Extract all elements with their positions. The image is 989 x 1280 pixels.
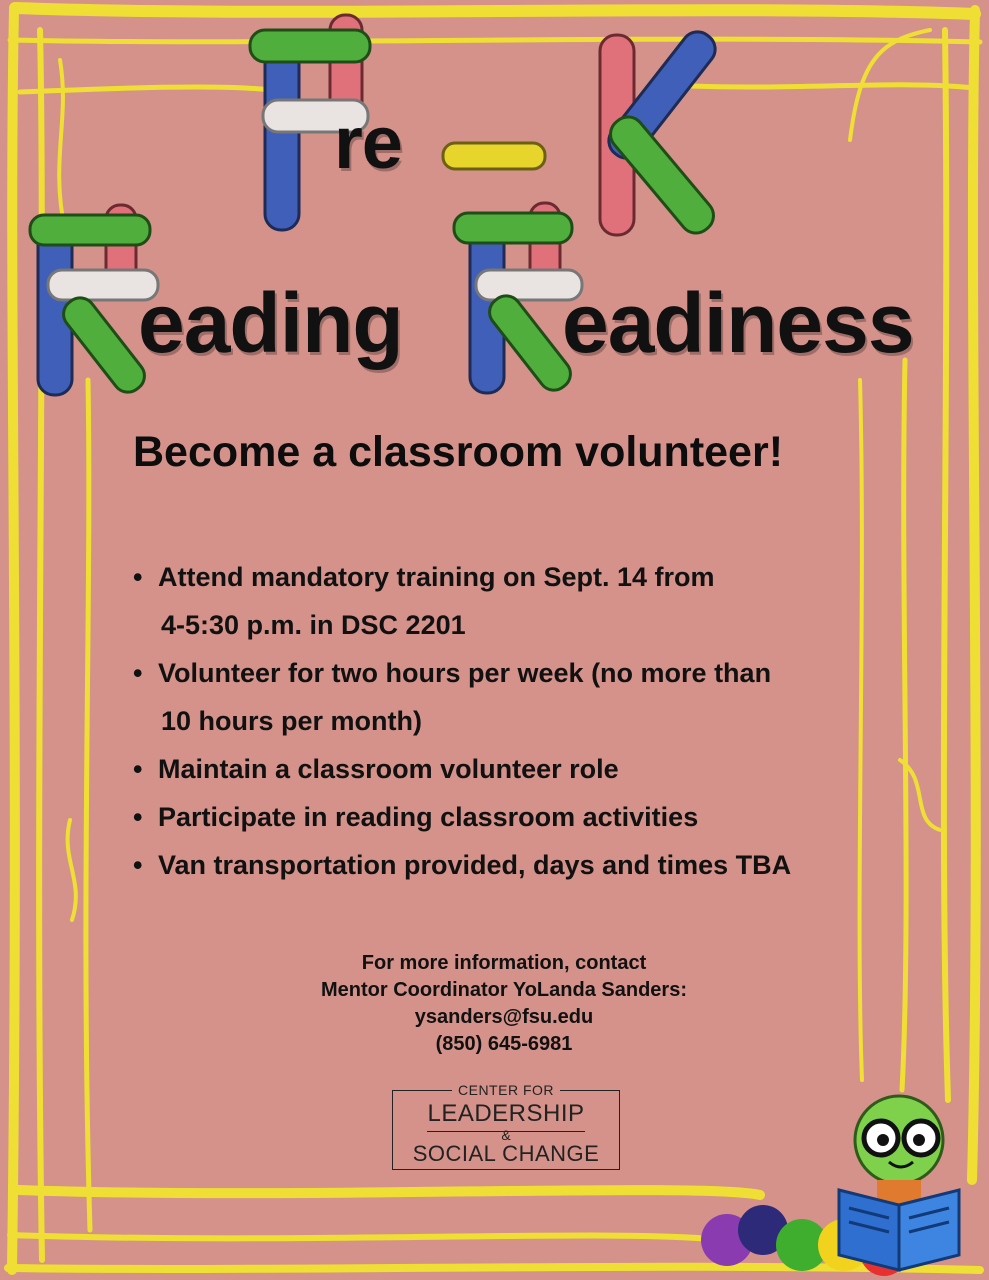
list-item-line1: Van transportation provided, days and times TBA bbox=[158, 850, 792, 880]
title-pre-rest: re bbox=[334, 101, 402, 184]
center-logo bbox=[392, 1082, 620, 1170]
list-item-line1: Maintain a classroom volunteer role bbox=[158, 754, 619, 784]
list-item-line2: 10 hours per month) bbox=[161, 706, 423, 736]
title-reading-rest: eading bbox=[138, 276, 403, 370]
stick-letter-k-icon bbox=[590, 25, 730, 240]
contact-phone: (850) 645-6981 bbox=[435, 1033, 573, 1055]
logo-line2: LEADERSHIP bbox=[427, 1100, 585, 1127]
bullet-icon: • bbox=[133, 850, 143, 880]
list-item bbox=[133, 841, 853, 889]
requirements-list bbox=[133, 553, 853, 889]
list-item bbox=[133, 649, 853, 745]
bullet-icon: • bbox=[133, 562, 143, 592]
headline: Become a classroom volunteer! bbox=[133, 428, 784, 476]
bullet-icon: • bbox=[133, 658, 143, 688]
bookworm-icon bbox=[699, 1080, 989, 1280]
title-readiness-rest: eadiness bbox=[562, 276, 914, 370]
list-item bbox=[133, 745, 853, 793]
contact-email: ysanders@fsu.edu bbox=[414, 1006, 594, 1028]
logo-line1: CENTER FOR bbox=[452, 1082, 560, 1098]
list-item-line1: Participate in reading classroom activities bbox=[158, 802, 699, 832]
list-item-line1: Volunteer for two hours per week (no more than bbox=[158, 658, 772, 688]
contact-intro: For more information, contact bbox=[361, 952, 647, 974]
list-item bbox=[133, 793, 853, 841]
stick-dash-icon bbox=[440, 140, 550, 174]
contact-name: Mentor Coordinator YoLanda Sanders: bbox=[321, 979, 687, 1001]
list-item bbox=[133, 553, 853, 649]
bullet-icon: • bbox=[133, 802, 143, 832]
bullet-icon: • bbox=[133, 754, 143, 784]
list-item-line2: 4-5:30 p.m. in DSC 2201 bbox=[161, 610, 466, 640]
logo-line4: SOCIAL CHANGE bbox=[412, 1141, 600, 1166]
logo-ampersand: & bbox=[501, 1127, 511, 1143]
list-item-line1: Attend mandatory training on Sept. 14 from bbox=[158, 562, 715, 592]
contact-info bbox=[230, 950, 778, 1058]
